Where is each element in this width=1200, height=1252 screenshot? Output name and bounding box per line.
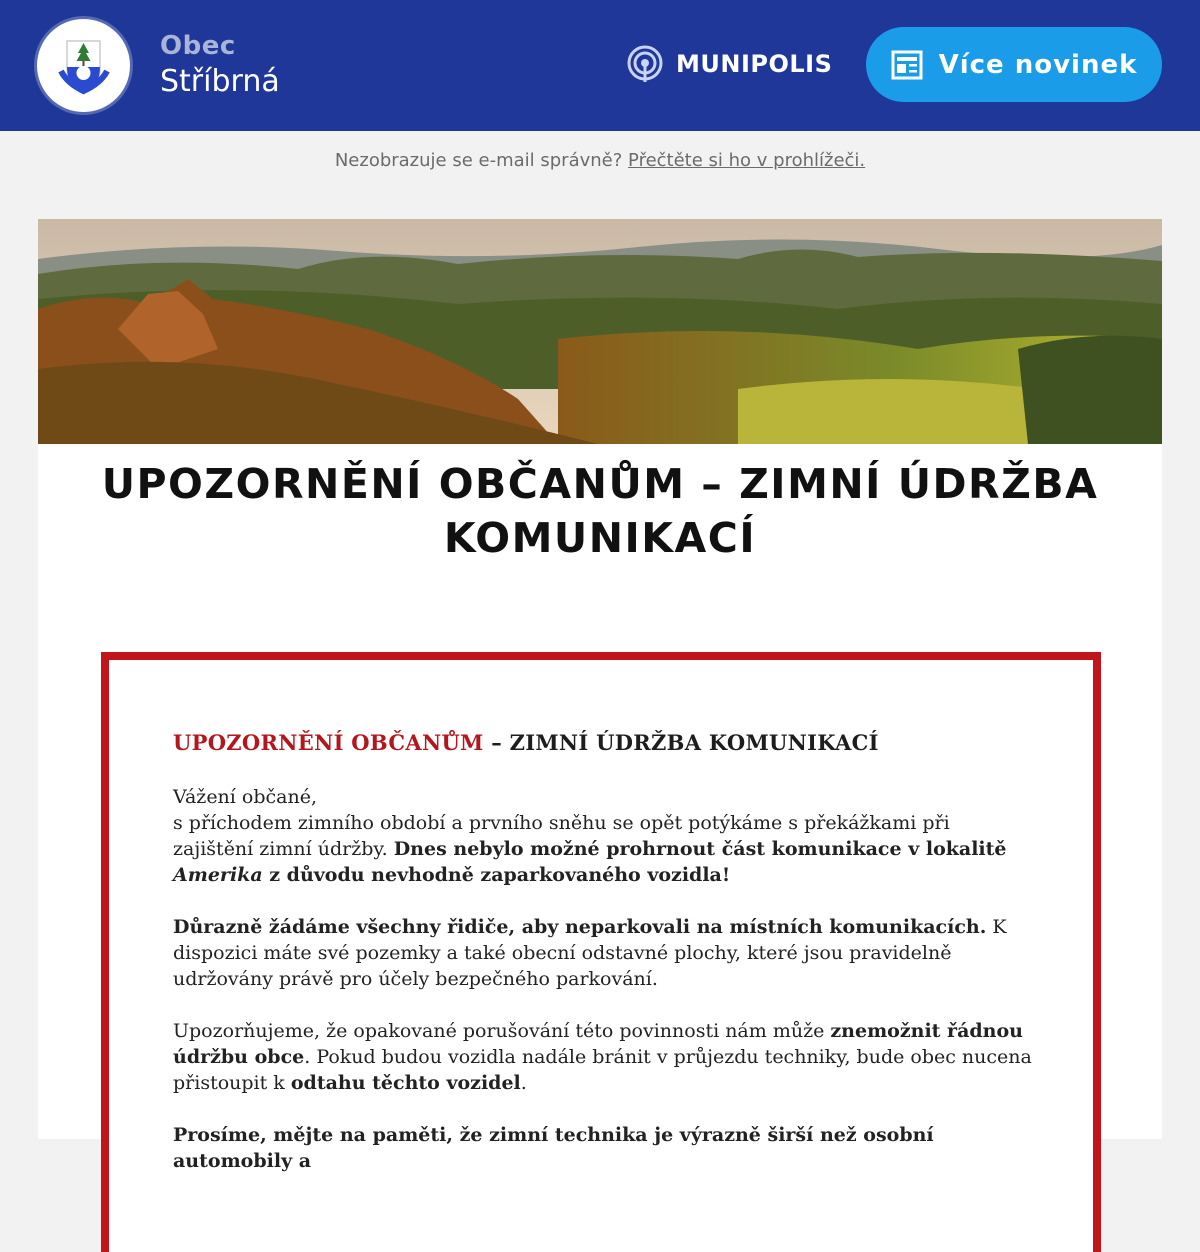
provider-logo[interactable] bbox=[626, 44, 832, 84]
article-title-line2: KOMUNIKACÍ bbox=[443, 514, 757, 562]
brand-name: Stříbrná bbox=[160, 64, 280, 99]
broadcast-icon bbox=[626, 44, 664, 84]
notice-heading bbox=[173, 730, 879, 755]
banner-image bbox=[38, 219, 1162, 444]
notice-greeting: Vážení občané, bbox=[173, 786, 318, 808]
notice-paragraph-2 bbox=[173, 914, 1033, 992]
notice-paragraph-1 bbox=[173, 784, 1033, 888]
article-title-line1: UPOZORNĚNÍ OBČANŮM – ZIMNÍ ÚDRŽBA bbox=[101, 460, 1099, 508]
notice-paragraph-3 bbox=[173, 1018, 1033, 1096]
article-title bbox=[78, 457, 1122, 565]
notice-bold: z důvodu nevhodně zaparkovaného vozidla! bbox=[262, 864, 731, 886]
notice-text: . Pokud budou vozidla nadále bránit v průjezdu techniky, bude obec nucena přistoupit k bbox=[173, 1046, 1032, 1094]
notice-bold: Dnes nebylo možné prohrnout část komunikace v lokalitě bbox=[393, 838, 1007, 860]
notice-bold: odtahu těchto vozidel bbox=[290, 1072, 521, 1094]
notice-italic: Amerika bbox=[173, 864, 263, 886]
notice-paragraph-4 bbox=[173, 1122, 1033, 1174]
newsletter-header bbox=[0, 0, 1200, 131]
coat-of-arms-icon bbox=[37, 19, 130, 112]
municipality-logo[interactable] bbox=[37, 19, 130, 112]
notice-heading-red: UPOZORNĚNÍ OBČANŮM bbox=[173, 730, 484, 755]
notice-text: . bbox=[520, 1072, 527, 1094]
view-in-browser-link[interactable]: Přečtěte si ho v prohlížeči. bbox=[628, 150, 866, 171]
newspaper-icon bbox=[891, 50, 923, 80]
provider-name: MUNIPOLIS bbox=[676, 50, 833, 78]
notice-text: K dispozici máte své pozemky a také obecní odstavné plochy, které jsou pravidelně udržovány právě pro účely bezpečného parkování. bbox=[173, 916, 1007, 990]
preheader-text: Nezobrazuje se e-mail správně? bbox=[334, 150, 623, 171]
notice-bold: Důrazně žádáme všechny řidiče, aby neparkovali na místních komunikacích. bbox=[173, 916, 987, 938]
view-in-browser-bar bbox=[0, 150, 1200, 171]
article-card bbox=[38, 219, 1162, 1172]
more-news-button[interactable] bbox=[866, 27, 1162, 102]
notice-text: Upozorňujeme, že opakované porušování této povinnosti nám může bbox=[173, 1020, 831, 1042]
notice-bold: znemožnit řádnou údržbu obce bbox=[173, 1020, 1023, 1068]
notice-bold: Prosíme, mějte na paměti, že zimní technika je výrazně širší než osobní automobily a bbox=[173, 1124, 934, 1172]
notice-heading-rest: – ZIMNÍ ÚDRŽBA KOMUNIKACÍ bbox=[483, 730, 879, 755]
brand-prefix: Obec bbox=[160, 31, 236, 61]
notice-document bbox=[101, 652, 1101, 1252]
more-news-label: Více novinek bbox=[938, 49, 1138, 80]
notice-body bbox=[173, 784, 1033, 1200]
notice-text: s příchodem zimního období a prvního sněhu se opět potýkáme s překážkami při zajištění zimní údržby. bbox=[173, 812, 950, 860]
